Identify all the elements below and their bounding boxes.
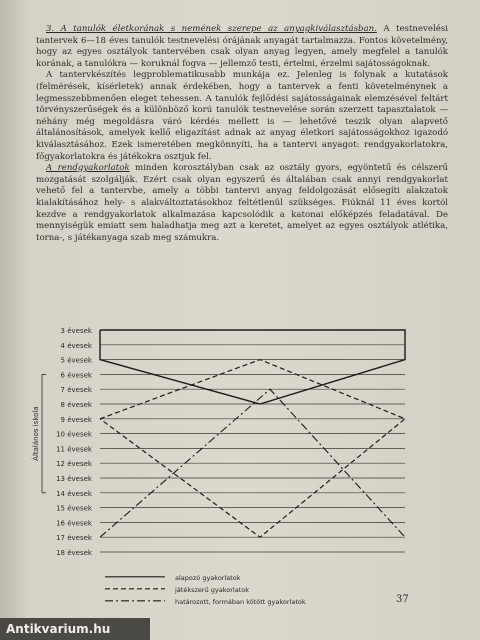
age-label: 5 évesek — [60, 356, 92, 365]
body-text — [36, 24, 448, 244]
age-label: 4 évesek — [60, 341, 92, 350]
page-number: 37 — [396, 594, 409, 605]
age-label: 16 évesek — [56, 519, 92, 528]
age-label: 9 évesek — [60, 415, 92, 424]
age-label: 8 évesek — [60, 401, 92, 409]
age-label: 7 évesek — [60, 386, 92, 395]
age-label: 6 évesek — [60, 371, 92, 380]
legend-label: határozott, formában kötött gyakorlatok — [175, 597, 306, 606]
age-label: 14 évesek — [56, 489, 92, 498]
age-label: 17 évesek — [56, 534, 92, 543]
paragraph-2: A tantervkészítés legproblematikusabb munkája ez. Jelenleg is folynak a kutatások (felmérések, kísérletek) annak érdekében, hogy a tantervek a fenti követelménynek a legmesszebbmenően eleget tehessen. A tanulók fejlődési sajátosságainak elemzésével feltárt törvényszerűségek és a különböző korú tanulók testnevelése során szerzett tapasztalatok — néhány még megoldásra váró kérdés mellett is — lehetővé teszik olyan alapvető általánosítások, amelyek kellő eligazítást adnak az anyag életkori sajátosságokhoz igazodó kiválasztásához. Ezek ismeretében megkönnyíti, ha a tantervi anyagot: rendgyakorlatokra, főgyakorlatokra és játékokra osztjuk fel. — [36, 70, 448, 162]
age-label: 10 évesek — [56, 430, 92, 439]
age-label: 13 évesek — [56, 475, 92, 483]
section-heading: 3. A tanulók életkorának s nemének szerepe az anyagkiválasztásban. — [46, 24, 377, 34]
term-rendgyakorlatok: A rendgyakorlatok — [46, 163, 130, 174]
age-label: 15 évesek — [56, 504, 92, 513]
paragraph-1 — [36, 24, 448, 70]
age-label: 11 évesek — [56, 445, 92, 454]
school-axis-label: Általános iskola — [32, 406, 40, 461]
legend-label: alapozó gyakorlatok — [175, 573, 241, 582]
legend-label: játékszerű gyakorlatok — [175, 585, 249, 594]
age-label: 12 évesek — [56, 460, 92, 469]
age-label: 3 évesek — [60, 327, 92, 335]
series-solid — [100, 330, 405, 404]
paragraph-1-text: A testnevelési tantervek 6—18 éves tanulók testnevelési órájának anyagát tartalmazza. Fontos követelmény, hogy az egyes osztályok tantervében csak olyan anyag legyen, amely megfelel a tanulók korának, a tanulókra — koruknál fogva — jellemző testi, értelmi, érzelmi sajátosságoknak. — [36, 24, 448, 69]
age-label: 18 évesek — [56, 549, 92, 557]
paragraph-3 — [36, 163, 448, 244]
paragraph-3-text: minden korosztályban csak az osztály gyors, egyöntetű és célszerű mozgatását szolgálják. Ezért csak olyan egyszerű és általában csak annyi rendgyakorlat vehető fel a tantervbe, amely a többi tantervi anyag feldolgozását elősegíti alakzatok kialakításához hely- s alakváltoztatásokhoz feltétlenül szükséges. Fiúknál 11 éves kortól kezdve a rendgyakorlatok alkalmazása kapcsolódik a katonai előképzés feladatával. De mennyiségük emiatt sem haladhatja meg azt a keretet, amelyet az egyes osztályok atlétika, torna-, s játékanyaga szab meg számukra. — [36, 163, 448, 243]
watermark: Antikvarium.hu — [0, 618, 150, 640]
